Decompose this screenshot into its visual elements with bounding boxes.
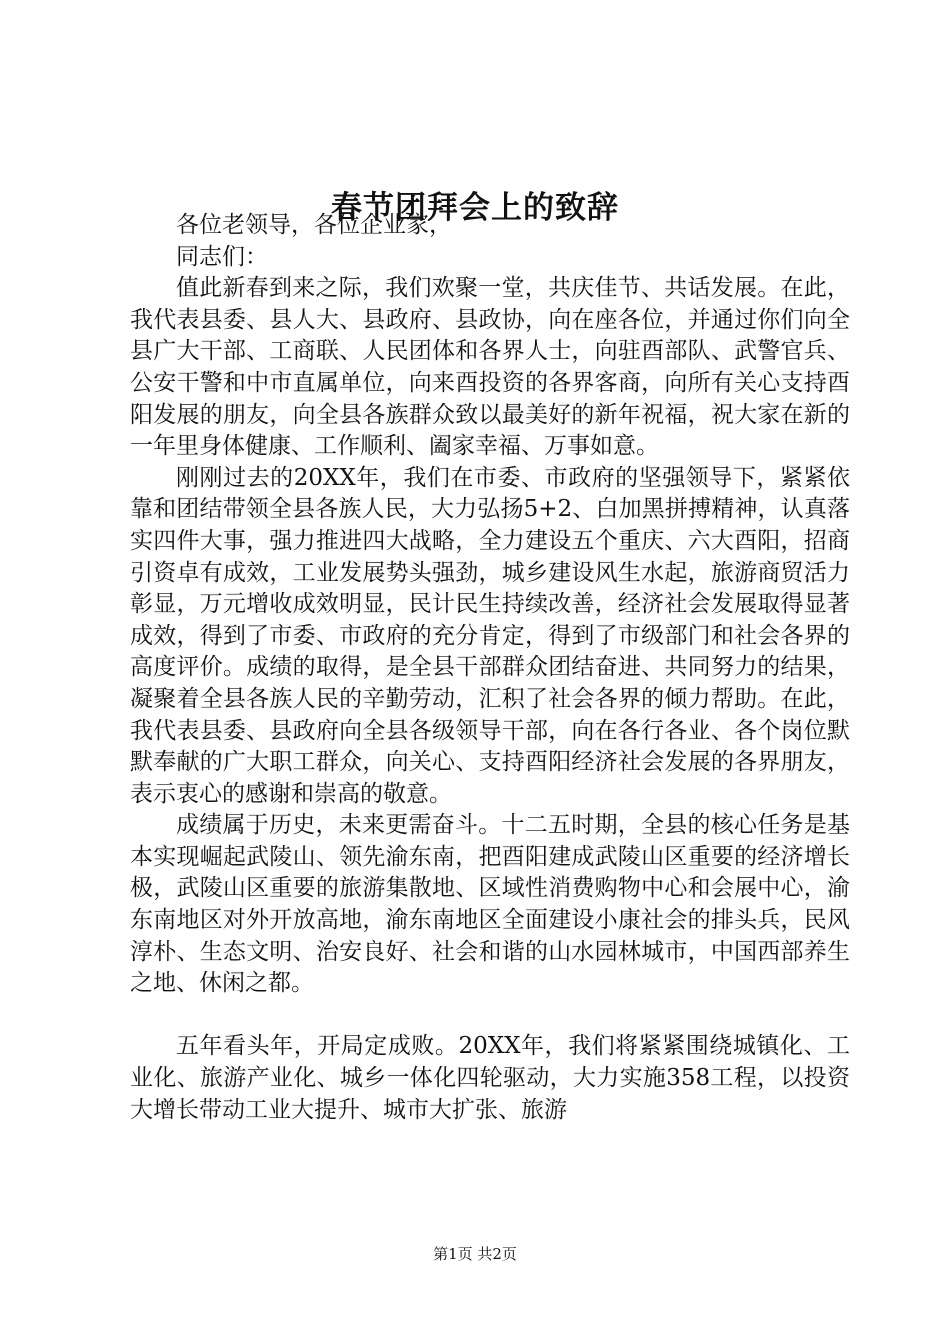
body-paragraph-4: 五年看头年，开局定成败。20XX年，我们将紧紧围绕城镇化、工业化、旅游产业化、城乡一体化四轮驱动，大力实施358工程，以投资大增长带动工业大提升、城市大扩张、旅游 (130, 1033, 850, 1123)
greeting-line-2: 同志们： (176, 243, 268, 270)
body-paragraph-1: 值此新春到来之际，我们欢聚一堂，共庆佳节、共话发展。在此，我代表县委、县人大、县政府、县政协，向在座各位，并通过你们向全县广大干部、工商联、人民团体和各界人士，向驻酉部队、武警官兵、公安干警和中市直属单位，向来酉投资的各界客商，向所有关心支持酉阳发展的朋友，向全县各族群众致以最美好的新年祝福，祝大家在新的一年里身体健康、工作顺利、阖家幸福、万事如意。 (130, 275, 850, 460)
body-paragraph-2: 刚刚过去的20XX年，我们在市委、市政府的坚强领导下，紧紧依靠和团结带领全县各族人民，大力弘扬5+2、白加黑拼搏精神，认真落实四件大事，强力推进四大战略，全力建设五个重庆、六大酉阳，招商引资卓有成效，工业发展势头强劲，城乡建设风生水起，旅游商贸活力彰显，万元增收成效明显，民计民生持续改善，经济社会发展取得显著成效，得到了市委、市政府的充分肯定，得到了市级部门和社会各界的高度评价。成绩的取得，是全县干部群众团结奋进、共同努力的结果，凝聚着全县各族人民的辛勤劳动，汇积了社会各界的倾力帮助。在此，我代表县委、县政府向全县各级领导干部，向在各行各业、各个岗位默默奉献的广大职工群众，向关心、支持酉阳经济社会发展的各界朋友，表示衷心的感谢和崇高的敬意。 (130, 464, 850, 807)
document-body (130, 210, 850, 1126)
page-number-footer: 第1页 共2页 (433, 1245, 517, 1263)
body-paragraph-3: 成绩属于历史，未来更需奋斗。十二五时期，全县的核心任务是基本实现崛起武陵山、领先渝东南，把酉阳建成武陵山区重要的经济增长极，武陵山区重要的旅游集散地、区域性消费购物中心和会展中心，渝东南地区对外开放高地，渝东南地区全面建设小康社会的排头兵，民风淳朴、生态文明、治安良好、社会和谐的山水园林城市，中国西部养生之地、休闲之都。 (130, 812, 850, 997)
document-title: 春节团拜会上的致辞 (331, 190, 619, 226)
greeting-line-1: 各位老领导，各位企业家， (176, 212, 452, 238)
